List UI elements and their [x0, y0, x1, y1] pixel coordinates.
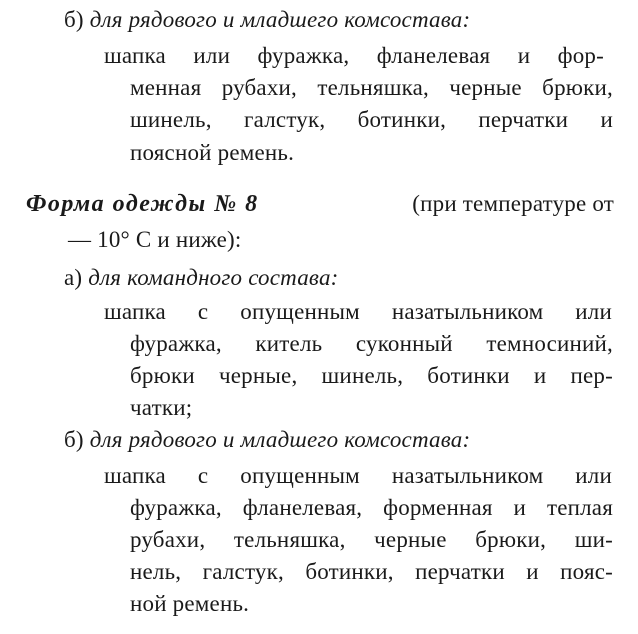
body-line: шапка или фуражка, фланелевая и фор-: [104, 43, 604, 68]
subsection-title: для командного состава:: [88, 265, 339, 290]
body-line: нель, галстук, ботинки, перчатки и пояс-: [130, 559, 613, 584]
subsection-marker: а): [64, 265, 83, 290]
subsection-title: для рядового и младшего комсостава:: [89, 427, 471, 452]
body-line: чатки;: [130, 395, 193, 420]
body-line: фуражка, фланелевая, форменная и теплая: [130, 495, 613, 520]
body-line: рубахи, тельняшка, черные брюки, ши-: [130, 527, 613, 552]
body-line: фуражка, китель суконный темносиний,: [130, 331, 613, 356]
subsection-title: для рядового и младшего комсостава:: [89, 7, 471, 32]
form-heading-line: [26, 190, 614, 218]
subsection-marker: б): [64, 427, 84, 452]
body-line: шинель, галстук, ботинки, перчатки и: [130, 107, 613, 132]
form-condition-continued: — 10° С и ниже):: [68, 227, 242, 252]
subsection-heading: [64, 6, 470, 34]
body-line: шапка с опущенным назатыльником или: [104, 299, 612, 324]
body-line: поясной ремень.: [130, 140, 295, 165]
body-line: брюки черные, шинель, ботинки и пер-: [130, 363, 613, 388]
body-line: шапка с опущенным назатыльником или: [104, 463, 612, 488]
body-line: ной ремень.: [130, 591, 250, 616]
subsection-marker: б): [64, 7, 84, 32]
form-condition: (при температуре от: [412, 191, 614, 216]
subsection-heading: [64, 426, 470, 454]
subsection-heading: [64, 264, 339, 292]
form-heading: Форма одежды № 8: [26, 191, 259, 217]
body-line: менная рубахи, тельняшка, черные брюки,: [130, 75, 613, 100]
